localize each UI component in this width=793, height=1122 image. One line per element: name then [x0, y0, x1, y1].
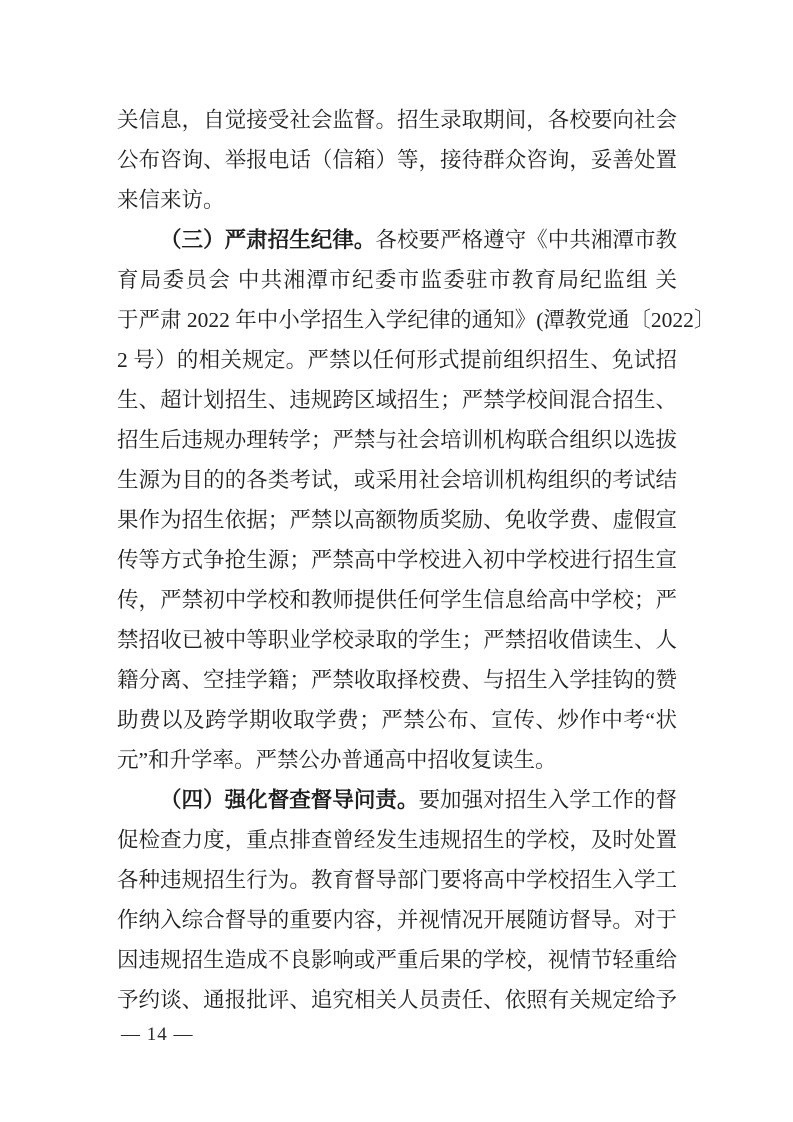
- line-text: 元”和升学率。严禁公办普通高中招收复读生。: [117, 748, 557, 772]
- text-line: [117, 180, 677, 220]
- line-text: 生、超计划招生、违规跨区域招生；严禁学校间混合招生、: [117, 388, 677, 412]
- line-text: 于严肃 2022 年中小学招生入学纪律的通知》(潭教党通〔2022〕: [117, 308, 716, 332]
- line-text: 因违规招生造成不良影响或严重后果的学校，视情节轻重给: [117, 948, 677, 972]
- line-text: 各种违规招生行为。教育督导部门要将高中学校招生入学工: [117, 868, 677, 892]
- text-line: [117, 700, 677, 740]
- line-text: 来信来访。: [117, 188, 225, 212]
- line-text: 各校要严格遵守《中共湘潭市教: [375, 228, 677, 252]
- text-line: [117, 580, 677, 620]
- text-line: [117, 940, 677, 980]
- section-heading-bold: （四）强化督查督导问责。: [160, 788, 419, 812]
- text-line: [117, 900, 677, 940]
- text-line: [117, 340, 677, 380]
- line-text: 要加强对招生入学工作的督: [418, 788, 677, 812]
- text-line: [117, 660, 677, 700]
- text-line-section-heading: [117, 220, 677, 260]
- line-text: 予约谈、通报批评、追究相关人员责任、依照有关规定给予: [117, 988, 677, 1012]
- text-line: [117, 740, 677, 780]
- text-line: [117, 980, 677, 1020]
- document-body: [117, 100, 716, 1020]
- line-text: 生源为目的的各类考试，或采用社会培训机构组织的考试结: [117, 468, 677, 492]
- line-text: 招生后违规办理转学；严禁与社会培训机构联合组织以选拔: [117, 428, 677, 452]
- text-line: [117, 620, 677, 660]
- line-text: 公布咨询、举报电话（信箱）等，接待群众咨询，妥善处置: [117, 148, 677, 172]
- text-line: [117, 460, 677, 500]
- text-line-section-heading: [117, 780, 677, 820]
- text-line: [117, 500, 677, 540]
- line-text: 作纳入综合督导的重要内容，并视情况开展随访督导。对于: [117, 908, 677, 932]
- line-text: 促检查力度，重点排查曾经发生违规招生的学校，及时处置: [117, 828, 677, 852]
- text-line: [117, 540, 677, 580]
- line-text: 传等方式争抢生源；严禁高中学校进入初中学校进行招生宣: [117, 548, 677, 572]
- text-line: [117, 380, 677, 420]
- text-line: [117, 100, 677, 140]
- page-number: — 14 —: [121, 1024, 194, 1045]
- text-line: [117, 820, 677, 860]
- text-line: [117, 420, 677, 460]
- line-text: 育局委员会 中共湘潭市纪委市监委驻市教育局纪监组 关: [117, 268, 677, 292]
- line-text: 关信息，自觉接受社会监督。招生录取期间，各校要向社会: [117, 108, 677, 132]
- section-heading-bold: （三）严肃招生纪律。: [160, 228, 376, 252]
- line-text: 果作为招生依据；严禁以高额物质奖励、免收学费、虚假宣: [117, 508, 677, 532]
- text-line: [117, 140, 677, 180]
- line-text: 2 号）的相关规定。严禁以任何形式提前组织招生、免试招: [117, 348, 677, 372]
- line-text: 传，严禁初中学校和教师提供任何学生信息给高中学校；严: [117, 588, 677, 612]
- line-text: 籍分离、空挂学籍；严禁收取择校费、与招生入学挂钩的赞: [117, 668, 677, 692]
- text-line: [117, 260, 677, 300]
- text-line: [117, 860, 677, 900]
- text-line: [117, 300, 716, 340]
- line-text: 禁招收已被中等职业学校录取的学生；严禁招收借读生、人: [117, 628, 677, 652]
- line-text: 助费以及跨学期收取学费；严禁公布、宣传、炒作中考“状: [117, 708, 677, 732]
